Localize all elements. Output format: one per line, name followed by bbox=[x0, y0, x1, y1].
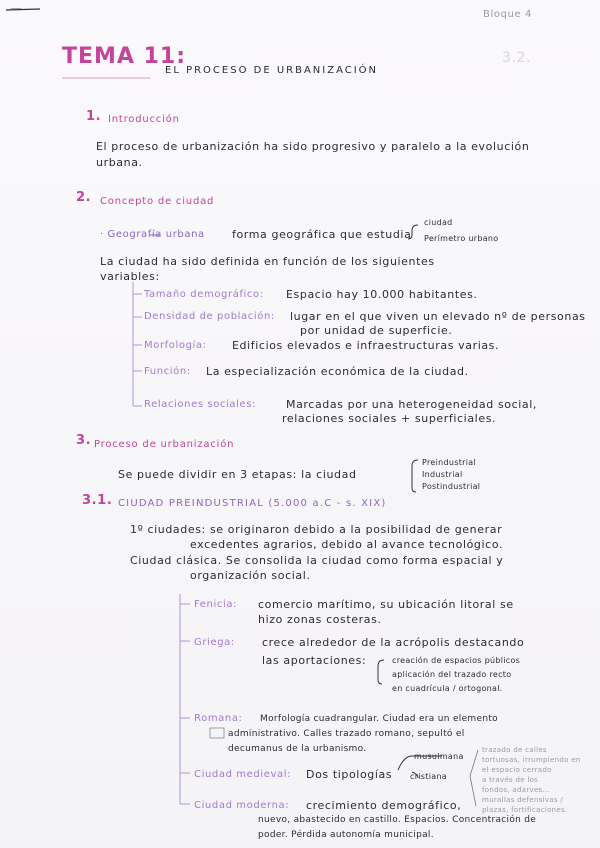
medieval-text: Dos tipologías bbox=[306, 768, 393, 781]
variables-intro-line: variables: bbox=[100, 270, 160, 283]
variable-label: Tamaño demográfico: bbox=[144, 289, 264, 300]
variable-text: Espacio hay 10.000 habitantes. bbox=[286, 288, 478, 301]
variable-text: Marcadas por una heterogeneidad social, bbox=[286, 398, 537, 411]
fenicia-text: comercio marítimo, su ubicación litoral se bbox=[258, 598, 514, 611]
romana-label: Romana: bbox=[194, 713, 243, 724]
geo-option: Perímetro urbano bbox=[424, 234, 499, 243]
first-cities-line: 1º ciudades: se originaron debido a la posibilidad de generar bbox=[130, 523, 503, 536]
variable-label: Relaciones sociales: bbox=[144, 399, 257, 410]
variable-label: Función: bbox=[144, 366, 191, 377]
section-1-text-line: urbana. bbox=[96, 156, 143, 169]
medieval-type: musulmana bbox=[414, 752, 464, 761]
moderna-text: crecimiento demográfico, bbox=[306, 799, 462, 812]
medieval-note: tortuosas, irrumpiendo en bbox=[482, 756, 581, 764]
medieval-type: cristiana bbox=[410, 772, 448, 781]
variable-label: Morfología: bbox=[144, 340, 207, 351]
corner-mark: — bbox=[10, 1, 23, 15]
classic-city-line: organización social. bbox=[190, 569, 311, 582]
griega-text: crece alrededor de la acrópolis destacando bbox=[262, 636, 525, 649]
moderna-label: Ciudad moderna: bbox=[194, 800, 290, 811]
medieval-note: fondos, adarves... bbox=[482, 786, 551, 794]
phase-item: Industrial bbox=[422, 470, 463, 479]
section-2-title: Concepto de ciudad bbox=[100, 196, 215, 207]
griega-aportacion: en cuadrícula / ortogonal. bbox=[392, 684, 503, 693]
variables-intro-line: La ciudad ha sido definida en función de los siguientes bbox=[100, 255, 435, 268]
doodle-icon bbox=[210, 728, 224, 738]
griega-text: las aportaciones: bbox=[262, 654, 367, 667]
geo-option: ciudad bbox=[424, 218, 453, 227]
romana-text: administrativo. Calles trazado romano, sepultó el bbox=[228, 729, 465, 739]
section-3-title: Proceso de urbanización bbox=[94, 439, 235, 450]
griega-aportacion: creación de espacios públicos bbox=[392, 656, 521, 665]
variable-text: por unidad de superficie. bbox=[300, 324, 453, 337]
variable-text: lugar en el que viven un elevado nº de personas bbox=[290, 310, 586, 323]
phase-item: Postindustrial bbox=[422, 482, 481, 491]
section-1-title: Introducción bbox=[108, 114, 180, 125]
medieval-note: trazado de calles bbox=[482, 746, 547, 754]
section-2-number: 2. bbox=[76, 190, 92, 205]
moderna-text: poder. Pérdida autonomía municipal. bbox=[258, 830, 434, 840]
page-title: TEMA 11: bbox=[62, 44, 187, 69]
phases-intro: Se puede dividir en 3 etapas: la ciudad bbox=[118, 468, 357, 481]
geografia-urbana-definition: forma geográfica que estudia bbox=[232, 228, 412, 241]
moderna-text: nuevo, abastecido en castillo. Espacios. Concentración de bbox=[258, 815, 537, 825]
fenicia-text: hizo zonas costeras. bbox=[258, 613, 382, 626]
bloque-label: Bloque 4 bbox=[483, 9, 532, 20]
variable-text: relaciones sociales + superficiales. bbox=[282, 412, 497, 425]
variable-text: Edificios elevados e infraestructuras varias. bbox=[232, 339, 500, 352]
section-3-1-title: CIUDAD PREINDUSTRIAL (5.000 a.C - s. XIX) bbox=[118, 498, 387, 509]
section-1-text-line: El proceso de urbanización ha sido progresivo y paralelo a la evolución bbox=[96, 140, 530, 153]
classic-city-line: Ciudad clásica. Se consolida la ciudad como forma espacial y bbox=[130, 554, 504, 567]
romana-text: Morfología cuadrangular. Ciudad era un elemento bbox=[260, 714, 498, 724]
ghost-number: 3.2. bbox=[502, 50, 532, 66]
page-subtitle: EL PROCESO DE URBANIZACIÓN bbox=[165, 65, 379, 76]
first-cities-line: excedentes agrarios, debido al avance tecnológico. bbox=[190, 538, 504, 551]
medieval-note: plazas, fortificaciones. bbox=[482, 806, 568, 814]
medieval-label: Ciudad medieval: bbox=[194, 769, 292, 780]
medieval-note: el espacio cerrado bbox=[482, 766, 552, 774]
geografia-urbana-term: · Geografía urbana bbox=[100, 229, 205, 240]
section-3-1-number: 3.1. bbox=[82, 493, 113, 508]
romana-text: decumanus de la urbanismo. bbox=[228, 744, 367, 754]
section-3-number: 3. bbox=[76, 433, 92, 448]
medieval-note: murallas defensivas / bbox=[482, 796, 563, 804]
variable-label: Densidad de población: bbox=[144, 311, 275, 322]
variable-text: La especialización económica de la ciudad. bbox=[206, 365, 469, 378]
griega-aportacion: aplicación del trazado recto bbox=[392, 670, 512, 679]
section-1-number: 1. bbox=[86, 109, 102, 124]
medieval-note: a través de los bbox=[482, 776, 539, 784]
griega-label: Griega: bbox=[194, 637, 235, 648]
phase-item: Preindustrial bbox=[422, 458, 477, 467]
fenicia-label: Fenicia: bbox=[194, 599, 238, 610]
